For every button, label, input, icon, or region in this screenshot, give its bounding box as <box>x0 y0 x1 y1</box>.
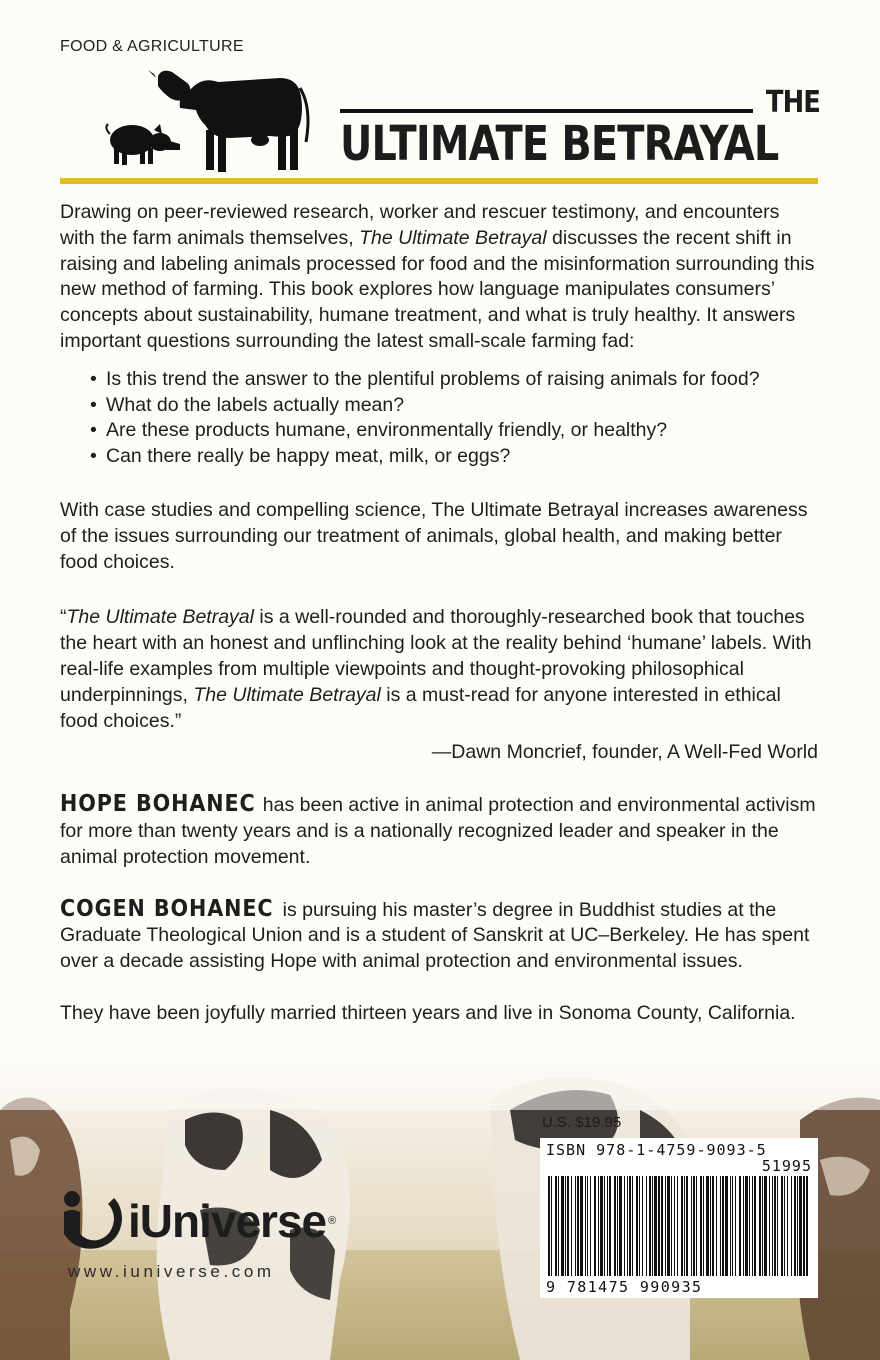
book-title <box>340 82 820 172</box>
barcode-bar <box>691 1176 692 1276</box>
barcode-bar <box>629 1176 631 1276</box>
barcode-bar <box>799 1176 802 1276</box>
closing-line: They have been joyfully married thirteen years and live in Sonoma County, California. <box>60 1001 796 1024</box>
barcode-bar <box>555 1176 557 1276</box>
barcode-bar <box>551 1176 552 1276</box>
barcode-bar <box>561 1176 564 1276</box>
publisher-logo <box>58 1190 336 1282</box>
barcode-bar <box>598 1176 599 1276</box>
publisher-url[interactable]: www.iuniverse.com <box>68 1262 275 1281</box>
endorsement-quote <box>60 605 818 734</box>
title-main: ULTIMATE BETRAYAL <box>340 116 779 172</box>
barcode-bar <box>609 1176 611 1276</box>
accent-divider <box>60 178 818 184</box>
quote-attribution: —Dawn Moncrief, founder, A Well-Fed World <box>431 741 818 764</box>
barcode-bar <box>580 1176 583 1276</box>
barcode-bar <box>787 1176 788 1276</box>
barcode-bar <box>590 1176 591 1276</box>
barcode-bar <box>806 1176 808 1276</box>
barcode-bar <box>565 1176 566 1276</box>
barcode-bar <box>587 1176 588 1276</box>
barcode-bar <box>604 1176 605 1276</box>
barcode-bar <box>777 1176 778 1276</box>
author-name: HOPE BOHANEC <box>60 791 256 818</box>
barcode-bar <box>661 1176 663 1276</box>
barcode-bar <box>558 1176 559 1276</box>
barcode-bar <box>571 1176 572 1276</box>
barcode-bar <box>759 1176 761 1276</box>
barcode-bar <box>671 1176 672 1276</box>
barcode-bar <box>749 1176 750 1276</box>
barcode-bar <box>642 1176 643 1276</box>
back-cover-text <box>60 200 818 1077</box>
barcode-bar <box>577 1176 579 1276</box>
barcode-bar <box>739 1176 741 1276</box>
barcode-bar <box>735 1176 736 1276</box>
barcode-bar <box>693 1176 695 1276</box>
barcode-bar <box>594 1176 596 1276</box>
title-rule <box>340 109 753 113</box>
quote-text-a: is a well-rounded and thoroughly-researched book that touches the heart with an honest and unflinching look at the reality behind ‘humane’ labels. With real-life examples from multiple viewpoints and thought-provoking philosophical underpinnings, <box>60 606 812 706</box>
barcode-bar <box>772 1176 773 1276</box>
barcode-bar <box>636 1176 638 1276</box>
barcode-bar <box>667 1176 670 1276</box>
category-label: FOOD & AGRICULTURE <box>60 38 244 55</box>
barcode-bar <box>649 1176 651 1276</box>
barcode-bar <box>681 1176 683 1276</box>
barcode-bar <box>624 1176 625 1276</box>
intro-paragraph <box>60 200 818 355</box>
barcode-bar <box>567 1176 569 1276</box>
barcode-bar <box>600 1176 603 1276</box>
registered-mark: ® <box>328 1215 337 1227</box>
quote-mark: “ <box>60 606 67 629</box>
cow-icon <box>148 70 308 172</box>
intro-book-title: The Ultimate Betrayal <box>359 226 547 249</box>
barcode-bar <box>720 1176 721 1276</box>
barcode-bar <box>684 1176 685 1276</box>
barcode-bar <box>686 1176 688 1276</box>
quote-text-b: is a must-read for anyone interested in ethical food choices.” <box>60 683 781 732</box>
author-bio-text: has been active in animal protection and environmental activism for more than twenty years and is a nationally recognized leader and speaker in the animal protection movement. <box>60 794 816 868</box>
barcode-bar <box>585 1176 586 1276</box>
barcode-bar <box>617 1176 618 1276</box>
publisher-name: iUniverse <box>128 1195 327 1247</box>
barcode-bar <box>730 1176 731 1276</box>
quote-book-title: The Ultimate Betrayal <box>66 606 254 629</box>
barcode-bar <box>732 1176 733 1276</box>
barcode-bar <box>803 1176 805 1276</box>
list-item: • What do the labels actually mean? <box>90 393 818 419</box>
barcode-bar <box>703 1176 704 1276</box>
barcode-bar <box>712 1176 714 1276</box>
barcode-bar <box>548 1176 550 1276</box>
barcode-bar <box>706 1176 709 1276</box>
isbn-label: ISBN 978-1-4759-9093-5 <box>546 1141 767 1159</box>
intro-text-a: Drawing on peer-reviewed research, worker and rescuer testimony, and encounters with the farm animals themselves, <box>60 201 780 249</box>
barcode-bar <box>784 1176 785 1276</box>
quote-book-title: The Ultimate Betrayal <box>193 683 381 706</box>
barcode-bar <box>627 1176 628 1276</box>
pig-icon <box>106 124 180 165</box>
barcode-bar <box>769 1176 770 1276</box>
barcode-bars <box>540 1138 818 1298</box>
barcode-bar <box>722 1176 724 1276</box>
author-name: COGEN BOHANEC <box>60 895 274 922</box>
intro-text-b: discusses the recent shift in raising and labeling animals processed for food and the misinformation surrounding this new method of farming. This book explores how language manipulates consumers’ concepts about sustainability, humane treatment, and what is truly healthy. It answers important questions surrounding the latest small-scale farming fad: <box>60 226 815 352</box>
barcode-bar <box>716 1176 717 1276</box>
barcode-bar <box>665 1176 666 1276</box>
barcode-bar <box>745 1176 748 1276</box>
barcode-bar <box>774 1176 776 1276</box>
barcode-bar <box>674 1176 675 1276</box>
barcode <box>540 1138 818 1298</box>
summary-paragraph: With case studies and compelling science, The Ultimate Betrayal increases awareness of the issues surrounding our treatment of animals, global health, and making better food choices. <box>60 498 808 573</box>
barcode-bar <box>700 1176 702 1276</box>
barcode-bar <box>725 1176 728 1276</box>
barcode-bar <box>646 1176 647 1276</box>
price-label: U.S. $19.95 <box>542 1114 622 1131</box>
question-list <box>60 367 818 470</box>
barcode-bar <box>658 1176 660 1276</box>
list-item: • Is this trend the answer to the plentiful problems of raising animals for food? <box>90 367 818 393</box>
title-prefix: THE <box>765 85 820 120</box>
author-bio-text: is pursuing his master’s degree in Buddhist studies at the Graduate Theological Union and is a student of Sanskrit at UC–Berkeley. He has spent over a decade assisting Hope with animal protection and environmental issues. <box>60 898 810 973</box>
list-item: • Are these products humane, environmentally friendly, or healthy? <box>90 418 818 444</box>
barcode-bar <box>619 1176 622 1276</box>
barcode-bar <box>762 1176 763 1276</box>
barcode-bar <box>614 1176 616 1276</box>
barcode-bar <box>652 1176 653 1276</box>
barcode-bar <box>791 1176 792 1276</box>
barcode-bar <box>575 1176 576 1276</box>
barcode-bar <box>752 1176 753 1276</box>
barcode-bar <box>696 1176 697 1276</box>
barcode-bar <box>677 1176 678 1276</box>
barcode-bar <box>797 1176 798 1276</box>
barcode-bar <box>794 1176 796 1276</box>
barcode-bar <box>654 1176 657 1276</box>
barcode-bar <box>710 1176 711 1276</box>
barcode-bar <box>754 1176 756 1276</box>
author-bio-cogen <box>60 897 818 975</box>
barcode-digits: 9 781475 990935 <box>546 1278 703 1296</box>
list-item: • Can there really be happy meat, milk, or eggs? <box>90 444 818 470</box>
barcode-bar <box>743 1176 744 1276</box>
barcode-bar <box>632 1176 633 1276</box>
author-bio-hope <box>60 792 818 870</box>
pig-and-cow-icon <box>100 68 315 178</box>
barcode-bar <box>781 1176 783 1276</box>
price-supplement-code: 51995 <box>761 1157 812 1175</box>
barcode-bar <box>607 1176 608 1276</box>
iuniverse-logo-icon <box>58 1190 122 1252</box>
barcode-bar <box>764 1176 767 1276</box>
barcode-bar <box>639 1176 640 1276</box>
